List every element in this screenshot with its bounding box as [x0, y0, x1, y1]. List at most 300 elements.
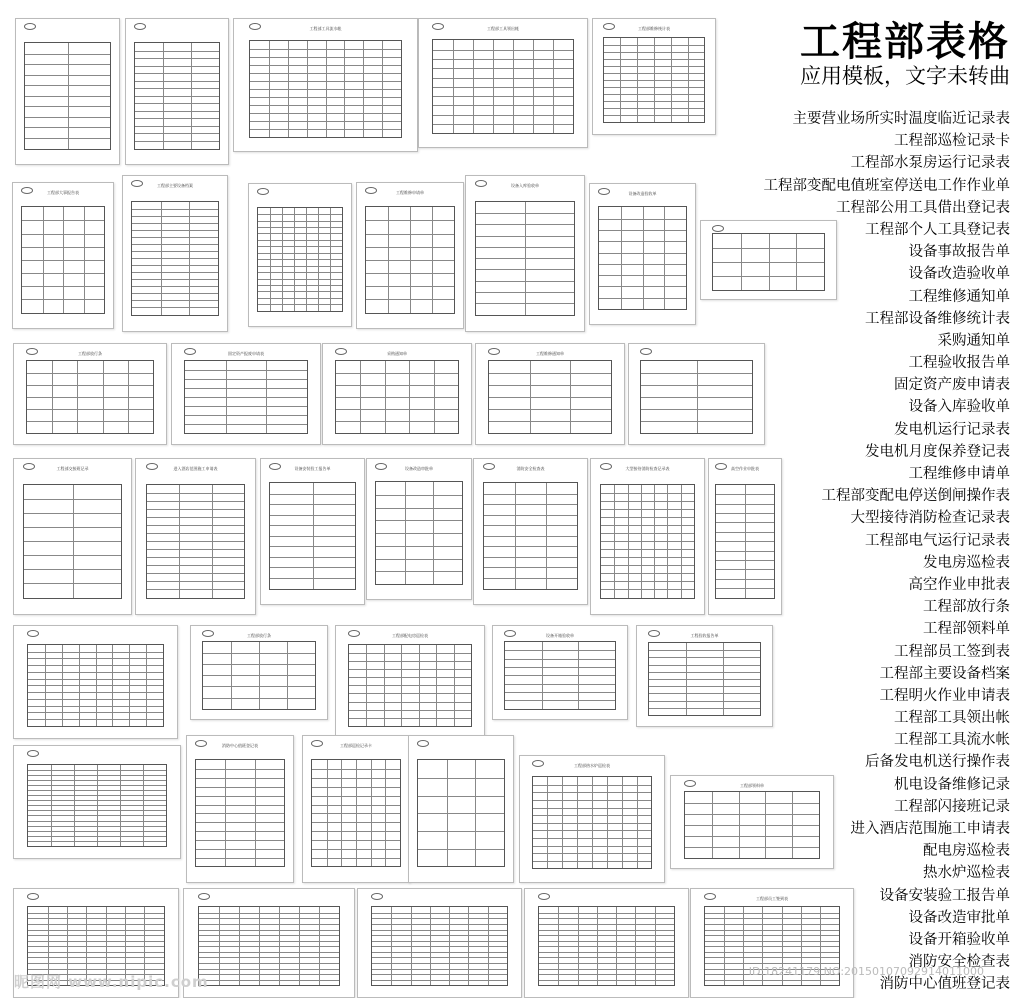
- form-table-grid: [371, 906, 508, 986]
- form-thumbnail: [248, 183, 352, 327]
- table-column-line: [318, 208, 319, 311]
- table-column-line: [643, 207, 644, 309]
- table-column-line: [330, 208, 331, 311]
- table-column-line: [405, 482, 406, 584]
- table-row-line: [132, 244, 217, 245]
- table-column-line: [52, 361, 53, 433]
- form-thumbnail: [592, 18, 716, 135]
- table-row-line: [418, 778, 503, 779]
- table-row-line: [147, 557, 245, 558]
- table-column-line: [45, 645, 46, 726]
- table-row-line: [196, 778, 283, 779]
- table-row-line: [132, 230, 217, 231]
- table-row-line: [147, 581, 245, 582]
- table-column-line: [745, 485, 746, 598]
- form-thumbnail-title: 设备改造审批单: [405, 466, 433, 471]
- table-column-line: [546, 483, 547, 588]
- table-row-line: [132, 300, 217, 301]
- form-list-item: 进入酒店范围施工申请表: [850, 821, 1010, 837]
- table-column-line: [371, 760, 372, 866]
- table-column-line: [553, 40, 554, 133]
- form-thumbnail: [589, 183, 696, 325]
- table-row-line: [196, 813, 283, 814]
- form-table-grid: [488, 360, 612, 434]
- table-column-line: [219, 907, 220, 985]
- table-row-line: [336, 385, 458, 386]
- form-thumbnail-title: 工程部巡检记录卡: [340, 743, 372, 748]
- table-row-line: [27, 373, 153, 374]
- form-table-grid: [21, 206, 105, 313]
- table-column-line: [447, 760, 448, 866]
- table-row-line: [418, 796, 503, 797]
- table-column-line: [697, 361, 698, 433]
- form-table-grid: [432, 39, 573, 134]
- form-table-grid: [195, 759, 284, 867]
- form-list-item: 工程部公用工具借出登记表: [836, 199, 1010, 216]
- table-row-line: [484, 578, 577, 579]
- table-row-line: [199, 946, 340, 947]
- form-thumbnail: [15, 18, 120, 165]
- table-row-line: [199, 963, 340, 964]
- table-column-line: [607, 777, 608, 868]
- form-list-item: 工程部员工签到表: [894, 643, 1010, 660]
- table-column-line: [68, 43, 69, 148]
- form-thumbnail-title: 设备安装验工报告单: [294, 466, 331, 471]
- hotel-logo-icon: [24, 23, 36, 30]
- form-name-list: [764, 108, 1011, 996]
- form-list-item: 工程部个人工具登记表: [865, 221, 1010, 238]
- table-column-line: [628, 485, 629, 598]
- form-list-item: 设备事故报告单: [908, 244, 1010, 261]
- form-list-item: 设备安装验工报告单: [879, 887, 1010, 904]
- hotel-logo-icon: [257, 188, 269, 195]
- form-list-item: 高空作业申批表: [908, 576, 1010, 593]
- table-row-line: [185, 424, 307, 425]
- table-column-line: [307, 41, 308, 137]
- table-column-line: [97, 765, 98, 846]
- table-row-line: [199, 969, 340, 970]
- hotel-logo-icon: [27, 630, 39, 637]
- form-list-item: 消防安全检查表: [908, 954, 1010, 971]
- table-column-line: [366, 645, 367, 726]
- table-row-line: [27, 385, 153, 386]
- table-column-line: [128, 361, 129, 433]
- form-table-grid: [335, 360, 459, 434]
- table-row-line: [484, 546, 577, 547]
- form-table-grid: [603, 37, 706, 122]
- table-column-line: [667, 485, 668, 598]
- form-list-item: 工程部主要设备档案: [879, 665, 1010, 682]
- form-thumbnail-title: 工程部维修统计表: [638, 26, 670, 31]
- table-row-line: [132, 279, 217, 280]
- table-row-line: [376, 533, 461, 534]
- table-column-line: [671, 38, 672, 121]
- form-thumbnail-title: 工程部热水炉巡检表: [574, 763, 610, 768]
- table-column-line: [327, 760, 328, 866]
- form-thumbnail: [186, 735, 294, 883]
- form-list-item: 采购通知单: [937, 332, 1010, 349]
- table-row-line: [135, 103, 219, 104]
- table-column-line: [191, 43, 192, 148]
- table-column-line: [266, 361, 267, 433]
- form-thumbnail: [418, 18, 588, 148]
- table-column-line: [270, 208, 271, 311]
- table-row-line: [132, 216, 217, 217]
- table-column-line: [614, 485, 615, 598]
- table-row-line: [505, 650, 616, 651]
- table-column-line: [163, 43, 164, 148]
- form-thumbnail: [366, 458, 472, 600]
- form-thumbnail: [465, 175, 585, 332]
- table-row-line: [135, 66, 219, 67]
- table-row-line: [199, 924, 340, 925]
- table-row-line: [336, 373, 458, 374]
- table-column-line: [488, 907, 489, 985]
- table-row-line: [147, 589, 245, 590]
- table-column-line: [231, 642, 232, 709]
- table-column-line: [577, 777, 578, 868]
- table-column-line: [635, 907, 636, 985]
- table-column-line: [225, 760, 226, 866]
- table-column-line: [436, 645, 437, 726]
- table-column-line: [62, 645, 63, 726]
- form-thumbnail: [473, 458, 588, 605]
- form-table-grid: [640, 360, 753, 434]
- table-column-line: [430, 907, 431, 985]
- table-column-line: [79, 645, 80, 726]
- table-row-line: [185, 397, 307, 398]
- form-list-item: 工程验收报告单: [908, 355, 1010, 372]
- table-row-line: [132, 265, 217, 266]
- table-row-line: [147, 501, 245, 502]
- table-column-line: [388, 207, 389, 312]
- form-thumbnail-title: 工程维修申请单: [396, 190, 424, 195]
- table-column-line: [96, 645, 97, 726]
- table-column-line: [84, 207, 85, 312]
- table-column-line: [279, 907, 280, 985]
- table-column-line: [74, 765, 75, 846]
- table-row-line: [376, 520, 461, 521]
- table-row-line: [132, 293, 217, 294]
- table-row-line: [505, 667, 616, 668]
- form-thumbnail-title: 设备入库验收单: [511, 183, 539, 188]
- table-column-line: [161, 202, 162, 315]
- table-row-line: [649, 672, 760, 673]
- table-row-line: [132, 209, 217, 210]
- table-row-line: [196, 858, 283, 859]
- table-row-line: [489, 421, 611, 422]
- table-column-line: [239, 907, 240, 985]
- table-row-line: [135, 133, 219, 134]
- form-list-item: 后备发电机送行操作表: [865, 754, 1010, 771]
- form-thumbnail: [13, 458, 132, 615]
- form-table-grid: [27, 644, 164, 727]
- form-table-grid: [417, 759, 504, 867]
- table-row-line: [135, 96, 219, 97]
- table-row-line: [199, 941, 340, 942]
- form-thumbnail-title: 高空作业申批表: [731, 466, 759, 471]
- form-thumbnail-title: 工程部放行条: [247, 633, 271, 638]
- table-row-line: [199, 913, 340, 914]
- form-list-item: 工程部巡检记录卡: [894, 133, 1010, 150]
- page-title: 工程部表格: [800, 19, 1010, 65]
- form-thumbnail: [636, 625, 773, 727]
- form-thumbnail: [357, 888, 522, 998]
- table-column-line: [432, 207, 433, 312]
- table-column-line: [401, 645, 402, 726]
- table-row-line: [484, 557, 577, 558]
- form-list-item: 发电房巡检表: [923, 554, 1010, 571]
- table-row-line: [489, 397, 611, 398]
- form-list-item: 工程维修通知单: [908, 288, 1010, 305]
- table-column-line: [287, 642, 288, 709]
- form-list-item: 工程部工具流水帐: [894, 732, 1010, 749]
- table-row-line: [649, 650, 760, 651]
- form-thumbnail: [122, 175, 228, 332]
- table-column-line: [282, 208, 283, 311]
- table-column-line: [493, 40, 494, 133]
- form-thumbnail-title: 工程部工具领出帐: [487, 26, 519, 31]
- form-thumbnail-title: 工程部大事报告表: [47, 190, 79, 195]
- form-thumbnail: [13, 343, 167, 445]
- table-column-line: [77, 361, 78, 433]
- table-row-line: [376, 571, 461, 572]
- form-list-item: 设备入库验收单: [908, 399, 1010, 416]
- form-table-grid: [475, 201, 574, 316]
- table-column-line: [681, 485, 682, 598]
- table-column-line: [212, 485, 213, 598]
- form-table-grid: [24, 42, 111, 149]
- form-table-grid: [269, 482, 356, 589]
- form-list-item: 发电机月度保养登记表: [865, 443, 1010, 460]
- form-thumbnail: [260, 458, 365, 605]
- table-column-line: [433, 482, 434, 584]
- table-row-line: [418, 831, 503, 832]
- form-thumbnail-title: 消防中心值班登记表: [222, 743, 258, 748]
- table-row-line: [484, 494, 577, 495]
- table-column-line: [622, 777, 623, 868]
- table-row-line: [147, 533, 245, 534]
- table-column-line: [385, 760, 386, 866]
- table-column-line: [453, 40, 454, 133]
- table-column-line: [226, 361, 227, 433]
- table-row-line: [418, 813, 503, 814]
- hotel-logo-icon: [27, 750, 39, 757]
- form-list-item: 机电设备维修记录: [894, 776, 1010, 793]
- table-row-line: [199, 952, 340, 953]
- table-column-line: [419, 645, 420, 726]
- form-thumbnail: [519, 755, 665, 883]
- table-row-line: [132, 258, 217, 259]
- table-row-line: [199, 974, 340, 975]
- form-table-grid: [648, 642, 761, 716]
- form-thumbnail: [322, 343, 472, 445]
- table-column-line: [385, 361, 386, 433]
- table-row-line: [132, 237, 217, 238]
- table-row-line: [199, 957, 340, 958]
- table-column-line: [382, 41, 383, 137]
- form-thumbnail: [12, 182, 114, 329]
- form-list-item: 设备改造验收单: [908, 266, 1010, 283]
- table-column-line: [255, 760, 256, 866]
- form-table-grid: [23, 484, 121, 599]
- table-row-line: [132, 286, 217, 287]
- table-row-line: [336, 397, 458, 398]
- table-row-line: [135, 81, 219, 82]
- form-table-grid: [311, 759, 400, 867]
- form-thumbnail: [233, 18, 418, 152]
- table-column-line: [454, 645, 455, 726]
- form-thumbnail: [183, 888, 355, 998]
- form-table-grid: [146, 484, 246, 599]
- table-row-line: [376, 495, 461, 496]
- form-table-grid: [600, 484, 695, 599]
- table-row-line: [505, 692, 616, 693]
- form-thumbnail-title: 工程部员工签到表: [756, 896, 788, 901]
- table-row-line: [505, 684, 616, 685]
- table-column-line: [51, 765, 52, 846]
- form-thumbnail-title: 工程部交接班记录: [56, 466, 89, 471]
- table-row-line: [135, 126, 219, 127]
- table-row-line: [196, 796, 283, 797]
- table-row-line: [185, 415, 307, 416]
- hotel-logo-icon: [712, 225, 724, 232]
- form-thumbnail: [356, 182, 464, 329]
- table-row-line: [649, 708, 760, 709]
- table-column-line: [326, 41, 327, 137]
- form-list-item: 固定资产废申请表: [894, 377, 1010, 394]
- table-column-line: [449, 907, 450, 985]
- table-row-line: [135, 118, 219, 119]
- form-list-item: 大型接待消防检查记录表: [850, 510, 1010, 527]
- form-list-item: 工程明火作业申请表: [879, 687, 1010, 704]
- form-thumbnail-title: 工程部主要设备档案: [157, 183, 193, 188]
- table-row-line: [147, 525, 245, 526]
- table-column-line: [259, 907, 260, 985]
- form-thumbnail-title: 工程验收报告单: [690, 633, 719, 638]
- table-column-line: [103, 361, 104, 433]
- table-column-line: [542, 642, 543, 709]
- table-row-line: [135, 58, 219, 59]
- table-column-line: [641, 485, 642, 598]
- hotel-logo-icon: [417, 740, 429, 747]
- form-table-grid: [131, 201, 218, 316]
- form-thumbnail-title: 工程部放行条: [78, 351, 102, 356]
- table-column-line: [434, 361, 435, 433]
- table-column-line: [513, 40, 514, 133]
- hotel-logo-icon: [371, 893, 383, 900]
- table-column-line: [547, 777, 548, 868]
- hotel-logo-icon: [640, 348, 652, 355]
- form-thumbnail: [302, 735, 410, 883]
- form-table-grid: [365, 206, 454, 313]
- table-row-line: [649, 679, 760, 680]
- table-column-line: [739, 792, 740, 858]
- form-table-grid: [134, 42, 220, 149]
- table-row-line: [376, 559, 461, 560]
- table-column-line: [73, 485, 74, 598]
- table-row-line: [199, 930, 340, 931]
- table-row-line: [649, 657, 760, 658]
- table-column-line: [391, 907, 392, 985]
- table-column-line: [120, 765, 121, 846]
- table-column-line: [724, 907, 725, 985]
- hotel-logo-icon: [134, 23, 146, 30]
- table-column-line: [654, 485, 655, 598]
- form-table-grid: [504, 641, 617, 710]
- form-thumbnail-title: 设备开箱验收单: [546, 633, 574, 638]
- table-row-line: [336, 421, 458, 422]
- table-column-line: [189, 202, 190, 315]
- table-row-line: [199, 935, 340, 936]
- table-column-line: [578, 642, 579, 709]
- table-row-line: [649, 701, 760, 702]
- form-list-item: 设备开箱验收单: [908, 931, 1010, 948]
- table-row-line: [505, 659, 616, 660]
- table-row-line: [649, 693, 760, 694]
- table-column-line: [621, 207, 622, 309]
- table-row-line: [505, 700, 616, 701]
- form-list-item: 热水炉巡检表: [923, 865, 1010, 882]
- table-row-line: [147, 541, 245, 542]
- table-row-line: [132, 272, 217, 273]
- page-subtitle: 应用模板，文字未转曲: [800, 64, 1010, 88]
- form-list-item: 工程部闪接班记录: [894, 798, 1010, 815]
- form-list-item: 配电房巡检表: [923, 843, 1010, 860]
- table-column-line: [741, 234, 742, 290]
- form-thumbnail: [13, 745, 181, 859]
- form-thumbnail-title: 工程部领料单: [740, 783, 764, 788]
- table-row-line: [484, 567, 577, 568]
- table-row-line: [484, 515, 577, 516]
- table-row-line: [649, 686, 760, 687]
- form-list-item: 工程部变配电停送倒闸操作表: [821, 488, 1010, 505]
- form-list-item: 工程部领料单: [923, 621, 1010, 638]
- hotel-logo-icon: [198, 893, 210, 900]
- form-table-grid: [598, 206, 686, 310]
- table-row-line: [132, 251, 217, 252]
- form-thumbnail: [628, 343, 765, 445]
- table-column-line: [558, 907, 559, 985]
- table-column-line: [269, 41, 270, 137]
- form-table-grid: [538, 906, 675, 986]
- table-row-line: [185, 406, 307, 407]
- form-thumbnail-title: 消防安全检查表: [516, 466, 545, 471]
- form-thumbnail-title: 采购通知单: [387, 351, 407, 356]
- table-column-line: [112, 645, 113, 726]
- form-table-grid: [27, 764, 166, 847]
- form-thumbnail: [492, 625, 628, 720]
- form-thumbnail: [524, 888, 689, 998]
- table-column-line: [294, 208, 295, 311]
- table-row-line: [336, 409, 458, 410]
- table-row-line: [196, 822, 283, 823]
- table-column-line: [146, 645, 147, 726]
- form-thumbnail-title: 工程部配电房巡检表: [392, 633, 428, 638]
- form-thumbnail: [590, 458, 705, 615]
- table-row-line: [135, 141, 219, 142]
- table-column-line: [712, 792, 713, 858]
- form-list-item: 工程维修申请单: [908, 466, 1010, 482]
- form-list-item: 工程部变配电值班室停送电工作作业单: [763, 177, 1010, 194]
- form-list-item: 消防中心值班登记表: [879, 976, 1010, 993]
- form-table-grid: [348, 644, 472, 727]
- form-table-grid: [532, 776, 653, 869]
- table-column-line: [410, 207, 411, 312]
- table-row-line: [132, 223, 217, 224]
- form-thumbnail-title: 大型接待消防检查记录表: [625, 466, 670, 471]
- table-column-line: [515, 483, 516, 588]
